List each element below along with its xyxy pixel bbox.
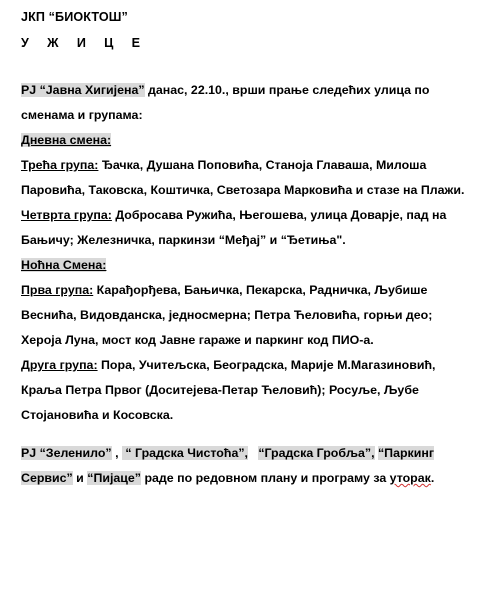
- group-label: Трећа група:: [21, 158, 99, 172]
- group-paragraph: [21, 278, 469, 353]
- night-shift-heading: Ноћна Смена:: [21, 258, 107, 272]
- separator: ,: [111, 446, 122, 460]
- group-streets: Ђачка, Душана Поповића, Станоја Главаша, Милоша Паровића, Таковска, Коштичка, Светозара Марковића и стазе на Плажи.: [21, 158, 465, 197]
- closing-paragraph: [21, 441, 469, 491]
- group-streets: Пора, Учитељска, Београдска, Марије М.Магазиновић, Краља Петра Првог (Доситејева-Петар Ћеловић); Росуље, Љубе Стојановића и Косовска.: [21, 358, 436, 422]
- group-paragraph: [21, 353, 469, 428]
- closing-prefix: PJ: [21, 446, 40, 460]
- intro-text: данас, 22.10., врши прање следећих улица по сменама и групама:: [21, 83, 430, 122]
- day-shift-heading: Дневна смена:: [21, 133, 112, 147]
- group-paragraph: [21, 153, 469, 203]
- separator: и: [72, 471, 88, 485]
- night-shift-heading-line: [21, 253, 469, 278]
- unit-name: “ Градска Чистоћа”,: [121, 446, 248, 460]
- group-label: Четврта група:: [21, 208, 112, 222]
- separator: [248, 446, 258, 460]
- day-shift-heading-line: [21, 128, 469, 153]
- unit-name: “Паркинг Сервис”: [21, 446, 435, 485]
- closing-text: раде по редовном плану и програму за: [141, 471, 390, 485]
- group-streets: Карађорђева, Бањичка, Пекарска, Радничка, Љубише Веснића, Видовданска, једносмерна; Петра Ћеловића, горњи део; Хероја Луна, мост код Јавне гараже и паркинг код ПИО-а.: [21, 283, 433, 347]
- unit-name: “Зеленило”: [39, 446, 112, 460]
- group-label: Друга група:: [21, 358, 98, 372]
- group-streets: Добросава Ружића, Његошева, улица Доварје, пад на Бањичу; Железничка, паркинзи “Међај” и “Ђетиња".: [21, 208, 447, 247]
- unit-name: PJ “Јавна Хигијена”: [21, 83, 145, 97]
- group-label: Прва група:: [21, 283, 94, 297]
- day-name: уторак: [389, 471, 431, 485]
- unit-name: “Градска Гробља”,: [258, 446, 375, 460]
- unit-name: “Пијаце”: [87, 471, 142, 485]
- group-paragraph: [21, 203, 469, 253]
- closing-end: .: [430, 471, 435, 485]
- document-body: [21, 78, 469, 491]
- intro-paragraph: [21, 78, 469, 128]
- company-name: ЈКП “БИОКТОШ”: [21, 10, 128, 24]
- city-name: У Ж И Ц Е: [21, 36, 148, 50]
- paragraph-gap: [21, 428, 469, 441]
